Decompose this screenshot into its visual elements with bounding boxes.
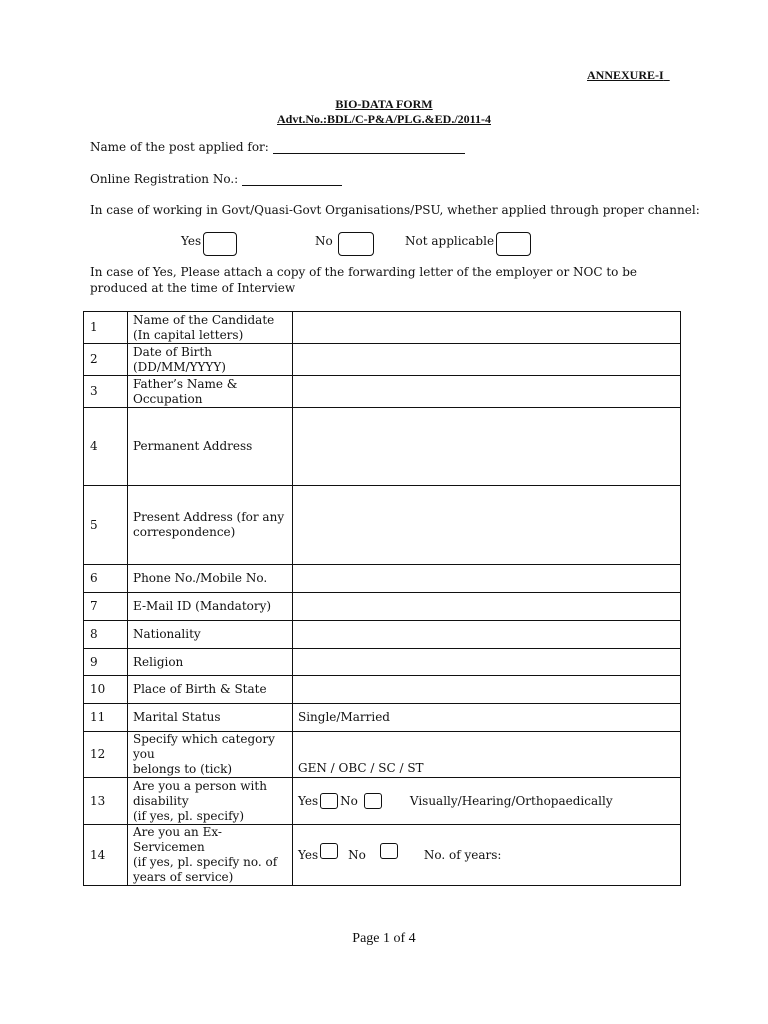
form-title: BIO-DATA FORM: [335, 97, 433, 111]
ex-servicemen-no-label: No: [348, 847, 366, 862]
row-label: Place of Birth & State: [128, 676, 293, 704]
row-number: 6: [84, 565, 128, 593]
row-label: Permanent Address: [128, 408, 293, 486]
row-label: E-Mail ID (Mandatory): [128, 593, 293, 621]
row-number: 5: [84, 486, 128, 565]
disability-field: [293, 778, 681, 825]
row-label: Specify which category you belongs to (tick): [128, 732, 293, 778]
religion-field[interactable]: [293, 649, 681, 676]
category-field[interactable]: GEN / OBC / SC / ST: [293, 732, 681, 778]
place-of-birth-field[interactable]: [293, 676, 681, 704]
ex-servicemen-yes-checkbox[interactable]: [320, 843, 338, 859]
not-applicable-label: Not applicable: [405, 234, 495, 248]
permanent-address-field[interactable]: [293, 408, 681, 486]
no-checkbox[interactable]: [338, 232, 374, 256]
registration-label: Online Registration No.:: [90, 172, 239, 186]
row-label: Present Address (for any correspondence): [128, 486, 293, 565]
disability-yes-checkbox[interactable]: [320, 793, 338, 809]
row-number: 11: [84, 704, 128, 732]
row-label: Religion: [128, 649, 293, 676]
disability-no-label: No: [340, 793, 358, 808]
table-row: [84, 408, 681, 486]
post-applied-row: [90, 140, 465, 154]
post-applied-label: Name of the post applied for:: [90, 140, 269, 154]
yes-option-label: Yes: [181, 234, 202, 248]
row-number: 10: [84, 676, 128, 704]
yes-checkbox[interactable]: [203, 232, 237, 256]
row-label: Nationality: [128, 621, 293, 649]
ex-servicemen-yes-label: Yes: [298, 847, 319, 862]
table-row: [84, 676, 681, 704]
annexure-label: ANNEXURE-I: [587, 68, 664, 82]
table-row: [84, 593, 681, 621]
row-number: 9: [84, 649, 128, 676]
table-row: [84, 778, 681, 825]
table-row: [84, 312, 681, 344]
row-number: 3: [84, 376, 128, 408]
registration-field[interactable]: [242, 173, 342, 186]
table-row: [84, 565, 681, 593]
bio-data-table: [83, 311, 681, 886]
table-row: [84, 704, 681, 732]
years-of-service-label: No. of years:: [423, 847, 502, 862]
disability-yes-label: Yes: [298, 793, 319, 808]
row-number: 1: [84, 312, 128, 344]
registration-row: [90, 172, 342, 186]
row-number: 12: [84, 732, 128, 778]
marital-status-field[interactable]: Single/Married: [293, 704, 681, 732]
table-row: [84, 376, 681, 408]
table-row: [84, 649, 681, 676]
row-label: Marital Status: [128, 704, 293, 732]
table-row: [84, 621, 681, 649]
row-label: Father’s Name & Occupation: [128, 376, 293, 408]
post-applied-field[interactable]: [273, 141, 465, 154]
table-row: [84, 825, 681, 886]
date-of-birth-field[interactable]: [293, 344, 681, 376]
noc-note: In case of Yes, Please attach a copy of the forwarding letter of the employer or NOC to be produced at the time of Interview: [90, 265, 637, 295]
table-row: [84, 732, 681, 778]
table-row: [84, 486, 681, 565]
row-label: Are you a person with disability (if yes, pl. specify): [128, 778, 293, 825]
email-field[interactable]: [293, 593, 681, 621]
phone-field[interactable]: [293, 565, 681, 593]
row-label: Are you an Ex-Servicemen (if yes, pl. specify no. of years of service): [128, 825, 293, 886]
ex-servicemen-no-checkbox[interactable]: [380, 843, 398, 859]
row-label: Phone No./Mobile No.: [128, 565, 293, 593]
page-number: Page 1 of 4: [352, 931, 416, 946]
row-label: Name of the Candidate (In capital letters): [128, 312, 293, 344]
advertisement-number: Advt.No.:BDL/C-P&A/PLG.&ED./2011-4: [277, 112, 491, 126]
govt-question: In case of working in Govt/Quasi-Govt Organisations/PSU, whether applied through proper channel:: [90, 203, 700, 217]
nationality-field[interactable]: [293, 621, 681, 649]
row-number: 8: [84, 621, 128, 649]
no-option-label: No: [315, 234, 333, 248]
row-number: 13: [84, 778, 128, 825]
disability-no-checkbox[interactable]: [364, 793, 382, 809]
row-label: Date of Birth (DD/MM/YYYY): [128, 344, 293, 376]
row-number: 7: [84, 593, 128, 621]
row-number: 2: [84, 344, 128, 376]
not-applicable-checkbox[interactable]: [496, 232, 531, 256]
table-row: [84, 344, 681, 376]
candidate-name-field[interactable]: [293, 312, 681, 344]
present-address-field[interactable]: [293, 486, 681, 565]
row-number: 14: [84, 825, 128, 886]
father-name-field[interactable]: [293, 376, 681, 408]
ex-servicemen-field: [293, 825, 681, 886]
row-number: 4: [84, 408, 128, 486]
disability-type-text: Visually/Hearing/Orthopaedically: [409, 793, 613, 808]
